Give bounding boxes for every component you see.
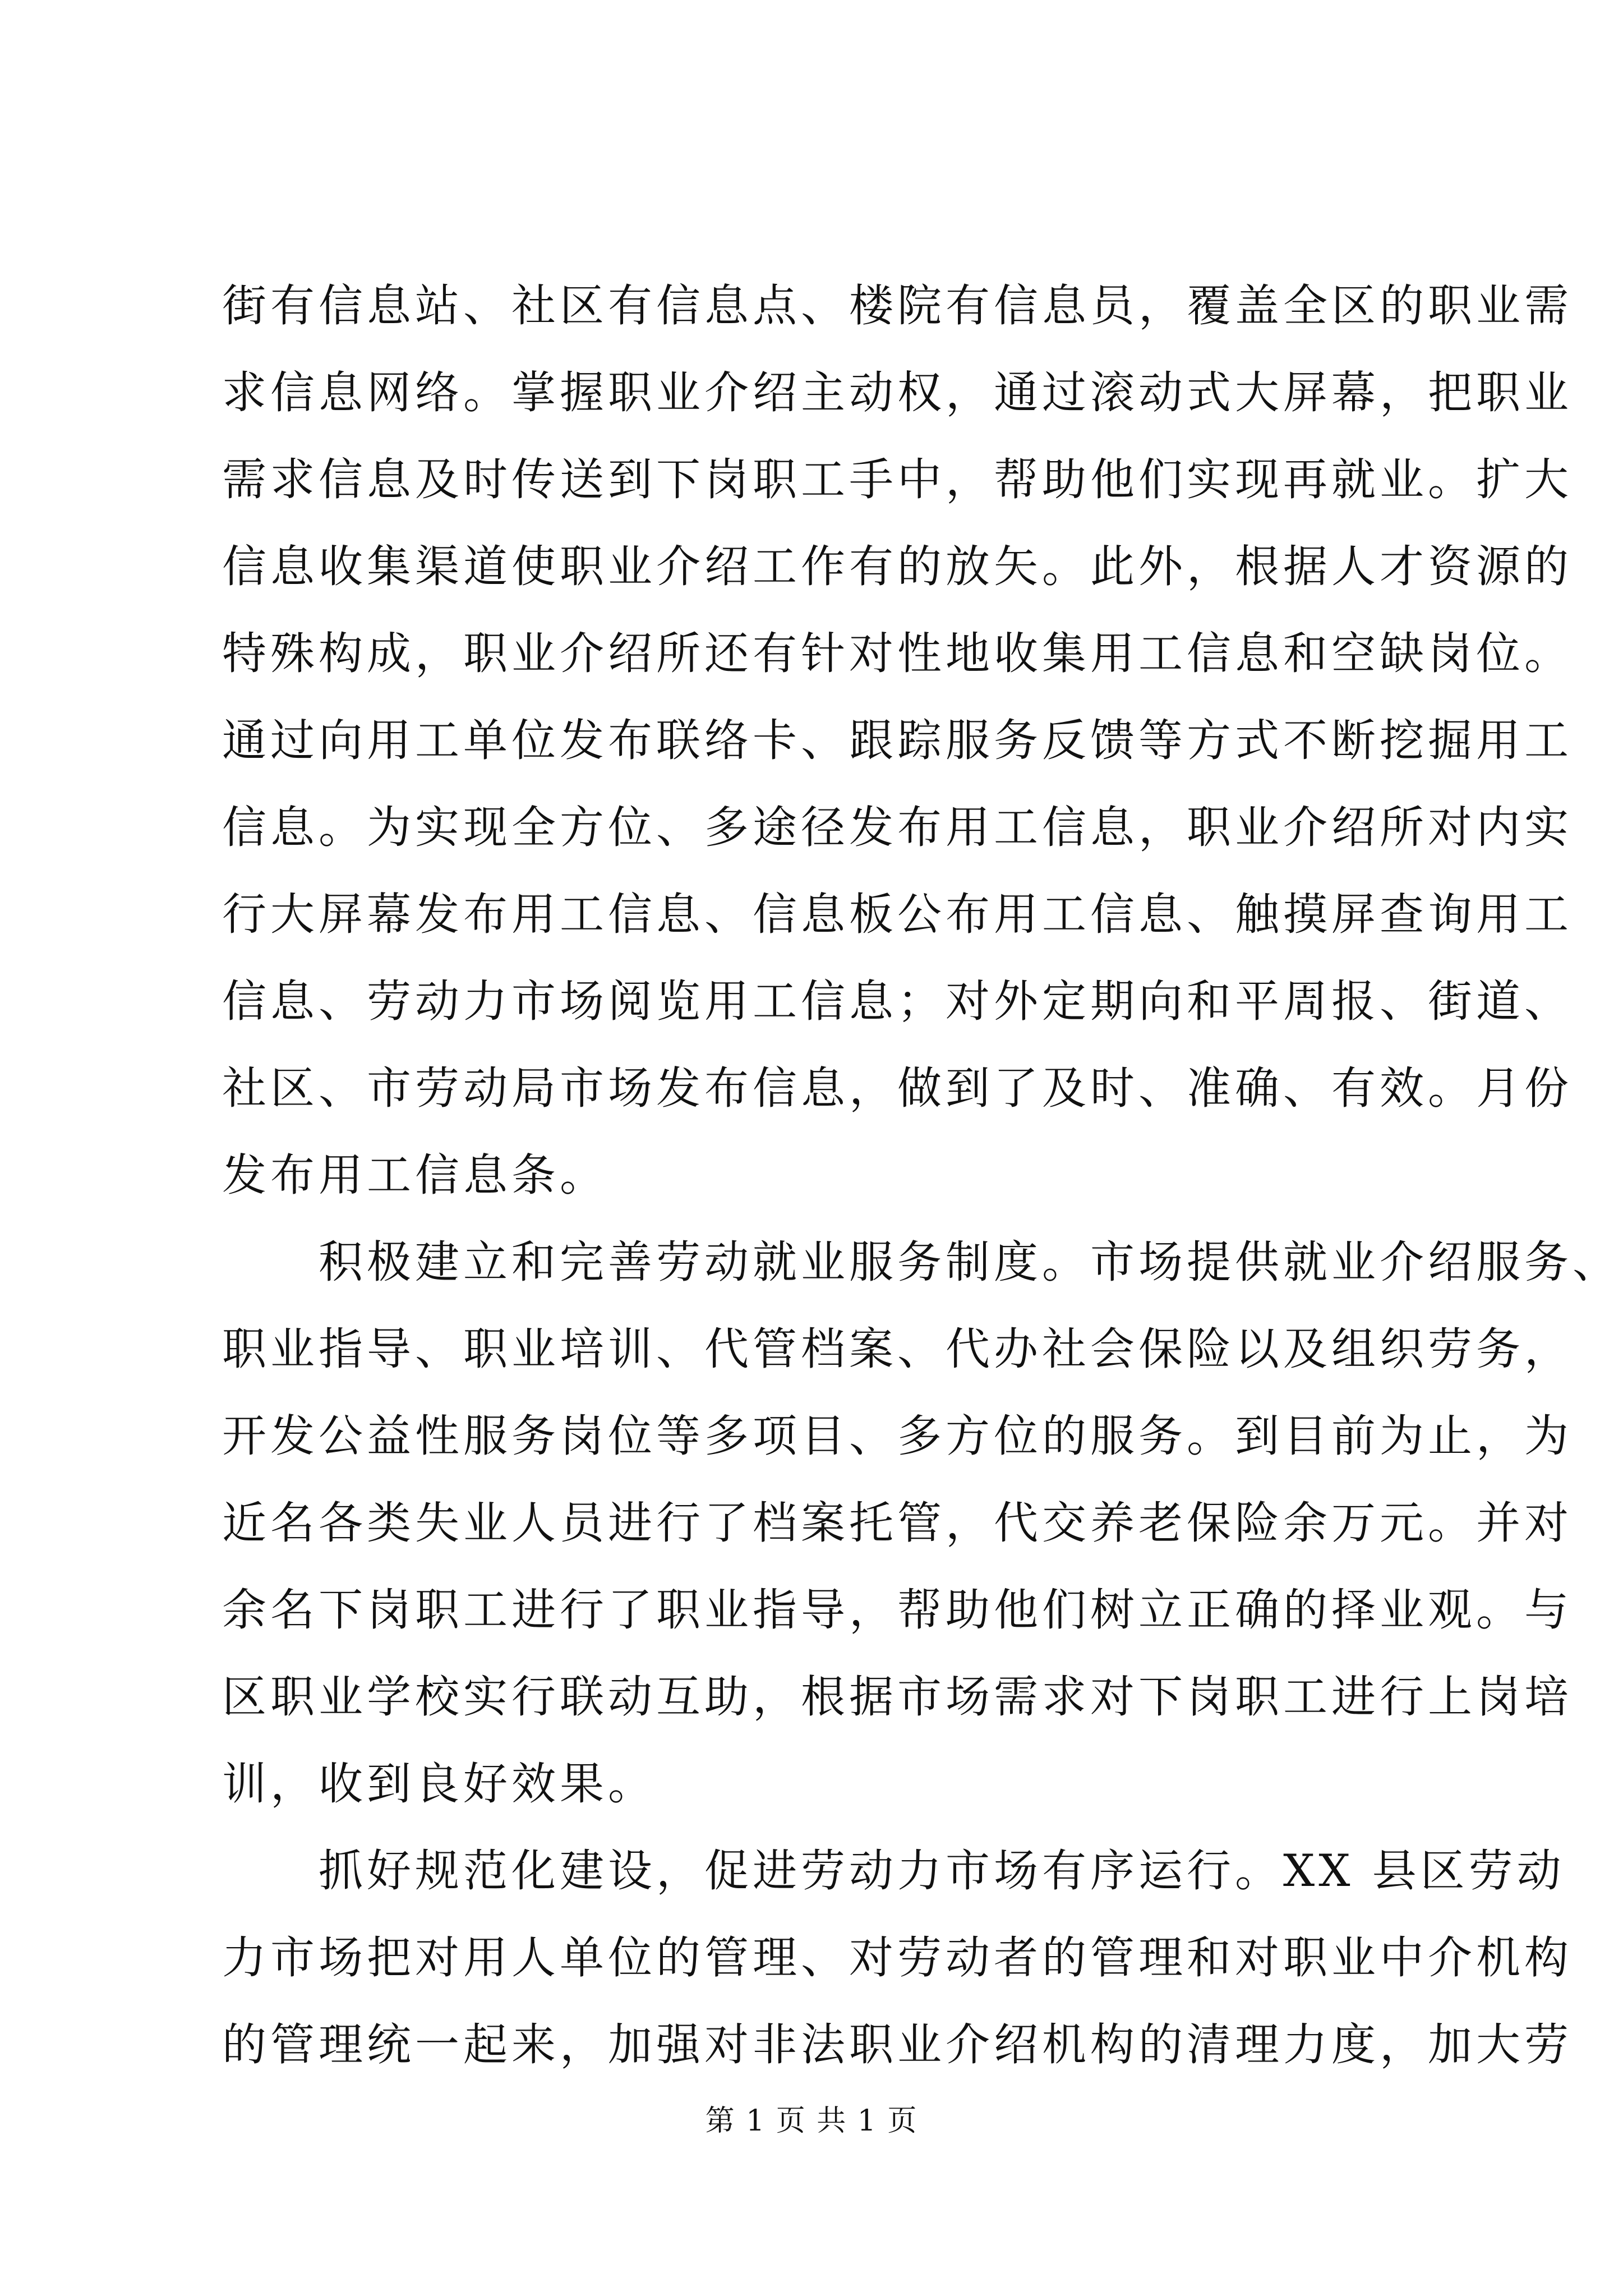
text-line: 发布用工信息条。	[222, 1149, 608, 1201]
paragraph-3	[222, 1828, 1573, 2088]
text-line: 信息、劳动力市场阅览用工信息；对外定期向和平周报、街道、	[222, 976, 1573, 1027]
text-line: 积极建立和完善劳动就业服务制度。市场提供就业介绍服务、	[319, 1236, 1621, 1288]
page-number-label: 第 1 页 共 1 页	[705, 2104, 918, 2138]
text-line: 区职业学校实行联动互助，根据市场需求对下岗职工进行上岗培	[222, 1671, 1573, 1723]
text-line: 的管理统一起来，加强对非法职业介绍机构的清理力度，加大劳	[222, 2019, 1573, 2070]
text-line: 需求信息及时传送到下岗职工手中，帮助他们实现再就业。扩大	[222, 454, 1573, 505]
text-line: 力市场把对用人单位的管理、对劳动者的管理和对职业中介机构	[222, 1932, 1573, 1984]
text-line: 职业指导、职业培训、代管档案、代办社会保险以及组织劳务，	[222, 1323, 1573, 1375]
text-line: 信息收集渠道使职业介绍工作有的放矢。此外，根据人才资源的	[222, 541, 1573, 592]
paragraph-2	[222, 1219, 1621, 1828]
text-line: 开发公益性服务岗位等多项目、多方位的服务。到目前为止，为	[222, 1410, 1573, 1462]
text-line: 余名下岗职工进行了职业指导，帮助他们树立正确的择业观。与	[222, 1584, 1573, 1636]
text-line: 通过向用工单位发布联络卡、跟踪服务反馈等方式不断挖掘用工	[222, 715, 1573, 766]
text-line: 抓好规范化建设，促进劳动力市场有序运行。XX 县区劳动	[319, 1845, 1565, 1897]
text-line: 近名各类失业人员进行了档案托管，代交养老保险余万元。并对	[222, 1497, 1573, 1549]
page-footer	[0, 2097, 1623, 2139]
text-line: 信息。为实现全方位、多途径发布用工信息，职业介绍所对内实	[222, 802, 1573, 853]
text-line: 训，收到良好效果。	[222, 1758, 656, 1810]
text-line: 行大屏幕发布用工信息、信息板公布用工信息、触摸屏查询用工	[222, 889, 1573, 940]
text-line: 街有信息站、社区有信息点、楼院有信息员，覆盖全区的职业需	[222, 280, 1573, 332]
paragraph-1	[222, 263, 1573, 1219]
text-line: 求信息网络。掌握职业介绍主动权，通过滚动式大屏幕，把职业	[222, 367, 1573, 418]
document-body	[222, 263, 1621, 2088]
text-line: 社区、市劳动局市场发布信息，做到了及时、准确、有效。月份	[222, 1062, 1573, 1114]
text-line: 特殊构成，职业介绍所还有针对性地收集用工信息和空缺岗位。	[222, 628, 1573, 679]
